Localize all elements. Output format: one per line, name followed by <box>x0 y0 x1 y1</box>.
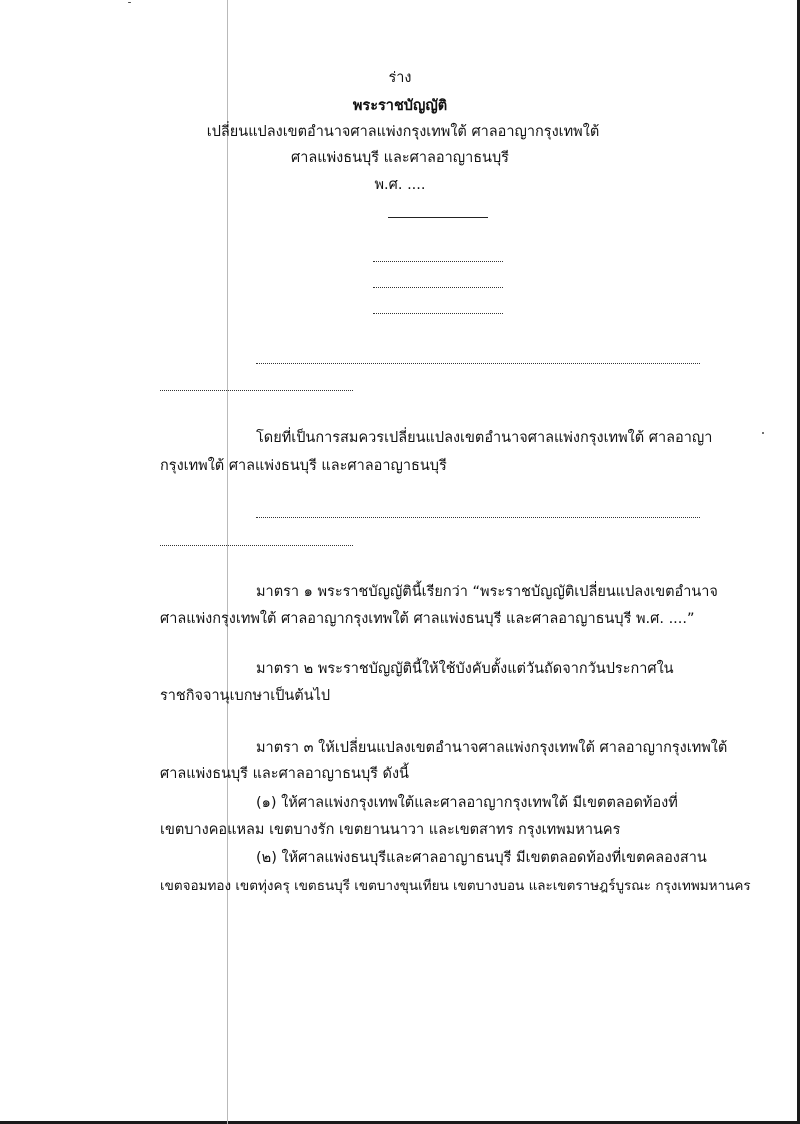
section3-item2-line1: (๒) ให้ศาลแพ่งธนบุรีและศาลอาญาธนบุรี มีเขตตลอดท้องที่เขตคลองสาน <box>256 850 707 866</box>
act-type-heading: พระราชบัญญัติ <box>352 98 448 114</box>
blank-paragraph-line <box>256 363 700 364</box>
section1-line1: มาตรา ๑ พระราชบัญญัตินี้เรียกว่า “พระราชบัญญัติเปลี่ยนแปลงเขตอำนาจ <box>256 584 718 600</box>
blank-paragraph-line <box>160 390 353 391</box>
draft-label: ร่าง <box>388 70 412 86</box>
section3-item1-line2: เขตบางคอแหลม เขตบางรัก เขตยานนาวา และเขตสาทร กรุงเทพมหานคร <box>160 822 621 838</box>
section2-line1: มาตรา ๒ พระราชบัญญัตินี้ให้ใช้บังคับตั้งแต่วันถัดจากวันประกาศใน <box>256 661 674 677</box>
section3-item1-line1: (๑) ให้ศาลแพ่งกรุงเทพใต้และศาลอาญากรุงเทพใต้ มีเขตตลอดท้องที่ <box>256 795 678 811</box>
act-year: พ.ศ. .... <box>374 177 426 193</box>
signature-placeholder-line <box>373 313 503 314</box>
section3-item2-line2: เขตจอมทอง เขตทุ่งครุ เขตธนบุรี เขตบางขุนเทียน เขตบางบอน และเขตราษฎร์บูรณะ กรุงเทพมหานคร <box>160 878 751 894</box>
blank-paragraph-line <box>256 517 700 518</box>
blank-paragraph-line <box>160 545 353 546</box>
section2-line2: ราชกิจจานุเบกษาเป็นต้นไป <box>160 688 331 704</box>
act-title-line2: ศาลแพ่งธนบุรี และศาลอาญาธนบุรี <box>291 150 509 166</box>
title-rule <box>388 217 488 218</box>
signature-placeholder-line <box>373 261 503 262</box>
scan-speck <box>128 2 131 3</box>
scan-speck <box>762 432 764 434</box>
scan-fold-line <box>227 0 228 1124</box>
section1-line2: ศาลแพ่งกรุงเทพใต้ ศาลอาญากรุงเทพใต้ ศาลแพ่งธนบุรี และศาลอาญาธนบุรี พ.ศ. ....” <box>160 611 695 627</box>
section3-line2: ศาลแพ่งธนบุรี และศาลอาญาธนบุรี ดังนี้ <box>160 766 409 782</box>
section3-line1: มาตรา ๓ ให้เปลี่ยนแปลงเขตอำนาจศาลแพ่งกรุงเทพใต้ ศาลอาญากรุงเทพใต้ <box>256 740 728 756</box>
act-title-line1: เปลี่ยนแปลงเขตอำนาจศาลแพ่งกรุงเทพใต้ ศาลอาญากรุงเทพใต้ <box>206 124 600 140</box>
preamble-line2: กรุงเทพใต้ ศาลแพ่งธนบุรี และศาลอาญาธนบุรี <box>160 458 447 474</box>
signature-placeholder-line <box>373 287 503 288</box>
preamble-line1: โดยที่เป็นการสมควรเปลี่ยนแปลงเขตอำนาจศาลแพ่งกรุงเทพใต้ ศาลอาญา <box>256 430 713 446</box>
